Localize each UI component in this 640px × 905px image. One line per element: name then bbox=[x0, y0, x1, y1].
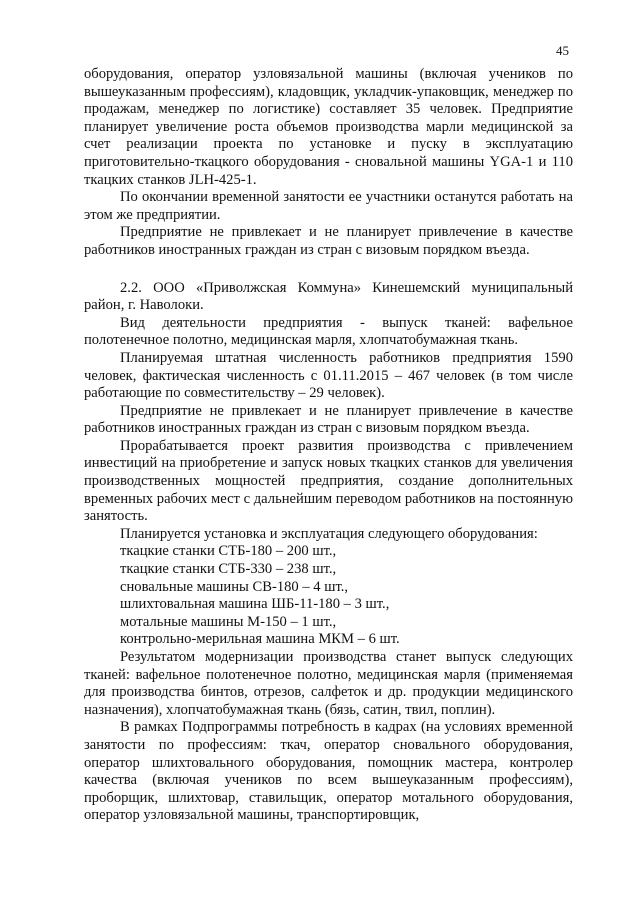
paragraph-equipment-intro: Планируется установка и эксплуатация следующего оборудования: bbox=[120, 525, 538, 542]
paragraph-continuation: оборудования, оператор узловязальной машины (включая учеников по вышеуказанным профессиям), кладовщик, укладчик-упаковщик, менеджер по продажам, менеджер по логистике) составляет 35 человек. Предприятие планирует увеличение роста объемов производства марли медицинской за счет реализации проекта по установке и пуску в эксплуатацию приготовительно-ткацкого оборудования - сновальной машины YGA-1 и 110 ткацких станков JLH-425-1. bbox=[84, 66, 573, 188]
document-body bbox=[84, 66, 573, 825]
equipment-list-item: ткацкие станки СТБ-180 – 200 шт., bbox=[120, 543, 337, 560]
equipment-list-item: мотальные машины М-150 – 1 шт., bbox=[120, 613, 337, 630]
equipment-list-item: сновальные машины СВ-180 – 4 шт., bbox=[120, 578, 349, 595]
equipment-list-item: контрольно-мерильная машина МКМ – 6 шт. bbox=[120, 631, 400, 648]
paragraph-development-project: Прорабатывается проект развития производства с привлечением инвестиций на приобретение и запуск новых ткацких станков для увеличения производственных мощностей предприятия, создание дополнительных временных рабочих мест с дальнейшим переводом работников на постоянную занятость. bbox=[84, 437, 573, 525]
equipment-list-item: шлихтовальная машина ШБ-11-180 – 3 шт., bbox=[120, 596, 390, 613]
paragraph-staffing-needs: В рамках Подпрограммы потребность в кадрах (на условиях временной занятости по профессиям: ткач, оператор сновального оборудования, оператор шлихтовального оборудования, помощник мастера, контролер качества (включая учеников по всем вышеуказанным профессиям), проборщик, шлихтовар, ставильщик, оператор мотального оборудования, оператор узловязальной машины, транспортировщик, bbox=[84, 719, 573, 824]
paragraph-modernization-result: Результатом модернизации производства станет выпуск следующих тканей: вафельное полотенечное полотно, медицинская марля (применяемая для производства бинтов, отрезов, салфеток и др. продукции медицинского назначения), хлопчатобумажная ткань (бязь, сатин, твил, поплин). bbox=[84, 649, 573, 718]
paragraph-staff-count: Планируемая штатная численность работников предприятия 1590 человек, фактическая численность с 01.11.2015 – 467 человек (в том числе работающие по совместительству – 29 человек). bbox=[84, 349, 573, 402]
paragraph-activity-type: Вид деятельности предприятия - выпуск тканей: вафельное полотенечное полотно, медицинская марля, хлопчатобумажная ткань. bbox=[84, 314, 573, 349]
paragraph-foreign-workers: Предприятие не привлекает и не планирует привлечение в качестве работников иностранных граждан из стран с визовым порядком въезда. bbox=[84, 224, 573, 258]
paragraph-temporary-employment: По окончании временной занятости ее участники останутся работать на этом же предприятии. bbox=[84, 189, 573, 223]
section-heading-2-2: 2.2. ООО «Приволжская Коммуна» Кинешемский муниципальный район, г. Наволоки. bbox=[84, 279, 573, 314]
equipment-list-item: ткацкие станки СТБ-330 – 238 шт., bbox=[120, 561, 337, 578]
section-gap bbox=[84, 260, 573, 280]
paragraph-foreign-workers-2: Предприятие не привлекает и не планирует привлечение в качестве работников иностранных граждан из стран с визовым порядком въезда. bbox=[84, 402, 573, 437]
page-number: 45 bbox=[556, 43, 569, 58]
